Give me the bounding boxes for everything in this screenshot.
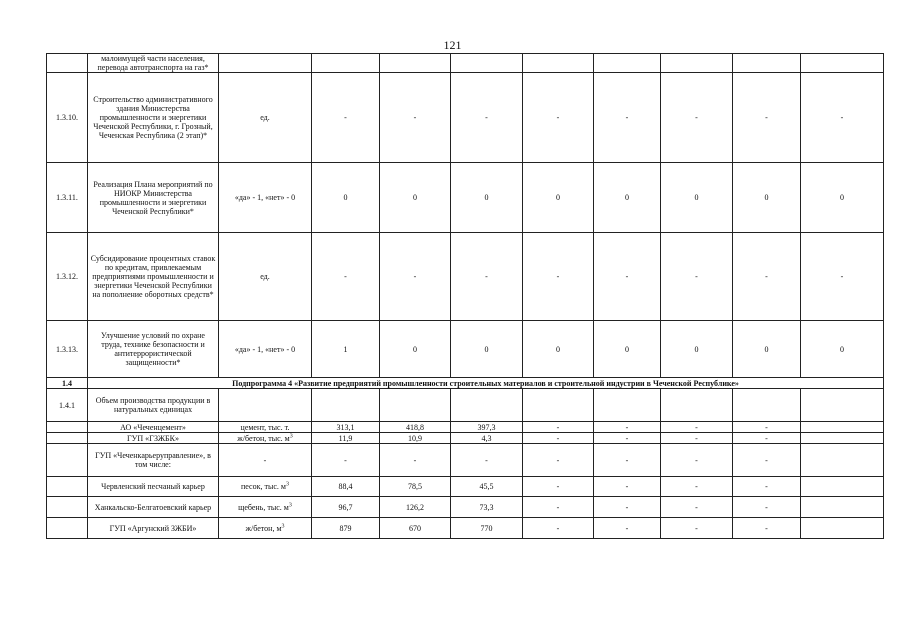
unit-text: ж/бетон, м (245, 523, 282, 533)
row-value: - (523, 518, 594, 539)
row-name: ГУП «ГЗЖБК» (88, 433, 219, 444)
row-value: - (594, 477, 661, 497)
row-value: 10,9 (380, 433, 451, 444)
row-name: Объем производства продукции в натуральных единицах (88, 389, 219, 422)
row-value (801, 444, 884, 477)
table-row (47, 444, 884, 477)
row-value (594, 389, 661, 422)
row-value (312, 54, 380, 73)
row-value: - (523, 497, 594, 518)
row-value: 0 (801, 163, 884, 233)
indicators-table (46, 53, 884, 539)
row-value: - (733, 422, 801, 433)
row-value: - (733, 477, 801, 497)
row-value: - (523, 73, 594, 163)
row-unit (219, 444, 312, 477)
row-value (733, 389, 801, 422)
row-name: Реализация Плана мероприятий по НИОКР Министерства промышленности и энергетики Чеченской Республики* (88, 163, 219, 233)
unit-superscript: 3 (289, 432, 293, 439)
row-number: 1.3.13. (47, 321, 88, 378)
table-row (47, 73, 884, 163)
table-row (47, 518, 884, 539)
row-value: 1 (312, 321, 380, 378)
row-value: - (523, 477, 594, 497)
row-value: - (661, 518, 733, 539)
row-value (451, 389, 523, 422)
section-row (47, 378, 884, 389)
table-row (47, 477, 884, 497)
row-value: 0 (380, 163, 451, 233)
row-value (801, 433, 884, 444)
row-value: - (733, 497, 801, 518)
row-value: - (661, 233, 733, 321)
row-value: - (594, 433, 661, 444)
row-value: - (380, 233, 451, 321)
row-value: 770 (451, 518, 523, 539)
row-value (451, 54, 523, 73)
row-unit: «да» - 1, «нет» - 0 (219, 321, 312, 378)
row-value: - (312, 233, 380, 321)
row-value: - (523, 233, 594, 321)
row-value: - (594, 518, 661, 539)
table-row (47, 163, 884, 233)
row-number (47, 444, 88, 477)
row-value (661, 389, 733, 422)
row-value: 313,1 (312, 422, 380, 433)
row-value: 0 (451, 163, 523, 233)
page-number: 121 (443, 38, 462, 52)
row-value: - (594, 497, 661, 518)
unit-text: щебень, тыс. м (238, 502, 289, 512)
row-unit: ед. (219, 233, 312, 321)
row-value: 78,5 (380, 477, 451, 497)
row-value: 126,2 (380, 497, 451, 518)
row-unit (219, 433, 312, 444)
table-row (47, 422, 884, 433)
row-value: - (733, 73, 801, 163)
row-value: 0 (523, 163, 594, 233)
table-row (47, 497, 884, 518)
row-value: - (733, 518, 801, 539)
row-value (523, 389, 594, 422)
row-value (380, 54, 451, 73)
table-row (47, 54, 884, 73)
row-value: - (451, 444, 523, 477)
row-name: малоимущей части населения, перевода автотранспорта на газ* (88, 54, 219, 73)
row-value: 0 (733, 163, 801, 233)
row-value (523, 54, 594, 73)
row-value: - (661, 477, 733, 497)
row-number: 1.3.11. (47, 163, 88, 233)
row-value: 0 (661, 163, 733, 233)
row-value: - (594, 444, 661, 477)
row-value: 96,7 (312, 497, 380, 518)
row-value (801, 422, 884, 433)
row-name: ГУП «Аргунский ЗЖБИ» (88, 518, 219, 539)
row-value: - (661, 444, 733, 477)
row-value: 0 (380, 321, 451, 378)
row-unit (219, 477, 312, 497)
row-value: 0 (594, 321, 661, 378)
row-value: - (594, 233, 661, 321)
row-value: - (594, 422, 661, 433)
row-value: - (451, 233, 523, 321)
row-name: Ханкальско-Белгатоевский карьер (88, 497, 219, 518)
row-value: - (594, 73, 661, 163)
row-value: 11,9 (312, 433, 380, 444)
row-value: - (661, 422, 733, 433)
row-number (47, 433, 88, 444)
row-value (801, 477, 884, 497)
row-value: - (312, 73, 380, 163)
row-value: - (523, 433, 594, 444)
row-number: 1.4.1 (47, 389, 88, 422)
unit-superscript: 3 (285, 481, 289, 488)
unit-text: цемент, тыс. т. (240, 422, 290, 432)
row-value: 88,4 (312, 477, 380, 497)
row-value: - (733, 233, 801, 321)
row-unit: «да» - 1, «нет» - 0 (219, 163, 312, 233)
row-value: 0 (661, 321, 733, 378)
row-unit (219, 389, 312, 422)
row-value: 0 (312, 163, 380, 233)
row-value: - (523, 422, 594, 433)
table-row (47, 321, 884, 378)
row-value: 73,3 (451, 497, 523, 518)
row-name: Субсидирование процентных ставок по кредитам, привлекаемым предприятиями промышленности и энергетики Чеченской Республики на пополнение оборотных средств* (88, 233, 219, 321)
row-number: 1.3.10. (47, 73, 88, 163)
row-unit (219, 422, 312, 433)
unit-text: ж/бетон, тыс. м (237, 433, 290, 443)
row-value (801, 54, 884, 73)
row-value: - (380, 444, 451, 477)
row-number (47, 422, 88, 433)
row-value (801, 389, 884, 422)
section-number: 1.4 (47, 378, 88, 389)
row-unit (219, 518, 312, 539)
row-value (733, 54, 801, 73)
row-value: - (523, 444, 594, 477)
row-value: 45,5 (451, 477, 523, 497)
unit-superscript: 3 (281, 522, 285, 529)
row-number: 1.3.12. (47, 233, 88, 321)
table-row (47, 233, 884, 321)
row-value: - (733, 433, 801, 444)
row-number (47, 477, 88, 497)
unit-superscript: 3 (288, 501, 292, 508)
row-value: 879 (312, 518, 380, 539)
row-value: - (661, 433, 733, 444)
row-value: - (801, 73, 884, 163)
unit-text: песок, тыс. м (241, 482, 286, 491)
row-value: 0 (801, 321, 884, 378)
row-name: АО «Чеченцемент» (88, 422, 219, 433)
row-value: 0 (733, 321, 801, 378)
row-unit (219, 54, 312, 73)
row-value (312, 389, 380, 422)
row-value (801, 518, 884, 539)
table-row (47, 389, 884, 422)
row-number (47, 497, 88, 518)
row-name: Строительство административного здания Министерства промышленности и энергетики Чеченской Республики, г. Грозный, Чеченская Республика (2 этап)* (88, 73, 219, 163)
row-number (47, 518, 88, 539)
table-row (47, 433, 884, 444)
row-value (594, 54, 661, 73)
row-value (801, 497, 884, 518)
row-value: - (312, 444, 380, 477)
row-value: 670 (380, 518, 451, 539)
row-value: - (451, 73, 523, 163)
row-number (47, 54, 88, 73)
row-value: - (733, 444, 801, 477)
row-value: 418,8 (380, 422, 451, 433)
section-title: Подпрограмма 4 «Развитие предприятий промышленности строительных материалов и строительной индустрии в Чеченской Республике» (88, 378, 884, 389)
row-value: 0 (523, 321, 594, 378)
row-name: ГУП «Чеченкарьеруправление», в том числе: (88, 444, 219, 477)
row-name: Червленский песчаный карьер (88, 477, 219, 497)
row-value (661, 54, 733, 73)
row-value: 397,3 (451, 422, 523, 433)
row-value: 4,3 (451, 433, 523, 444)
row-value: - (380, 73, 451, 163)
row-value (380, 389, 451, 422)
unit-text: - (263, 455, 267, 465)
row-unit (219, 497, 312, 518)
row-value: - (801, 233, 884, 321)
row-value: 0 (451, 321, 523, 378)
row-value: 0 (594, 163, 661, 233)
row-value: - (661, 73, 733, 163)
row-name: Улучшение условий по охране труда, технике безопасности и антитеррористической защищенности* (88, 321, 219, 378)
row-value: - (661, 497, 733, 518)
row-unit: ед. (219, 73, 312, 163)
